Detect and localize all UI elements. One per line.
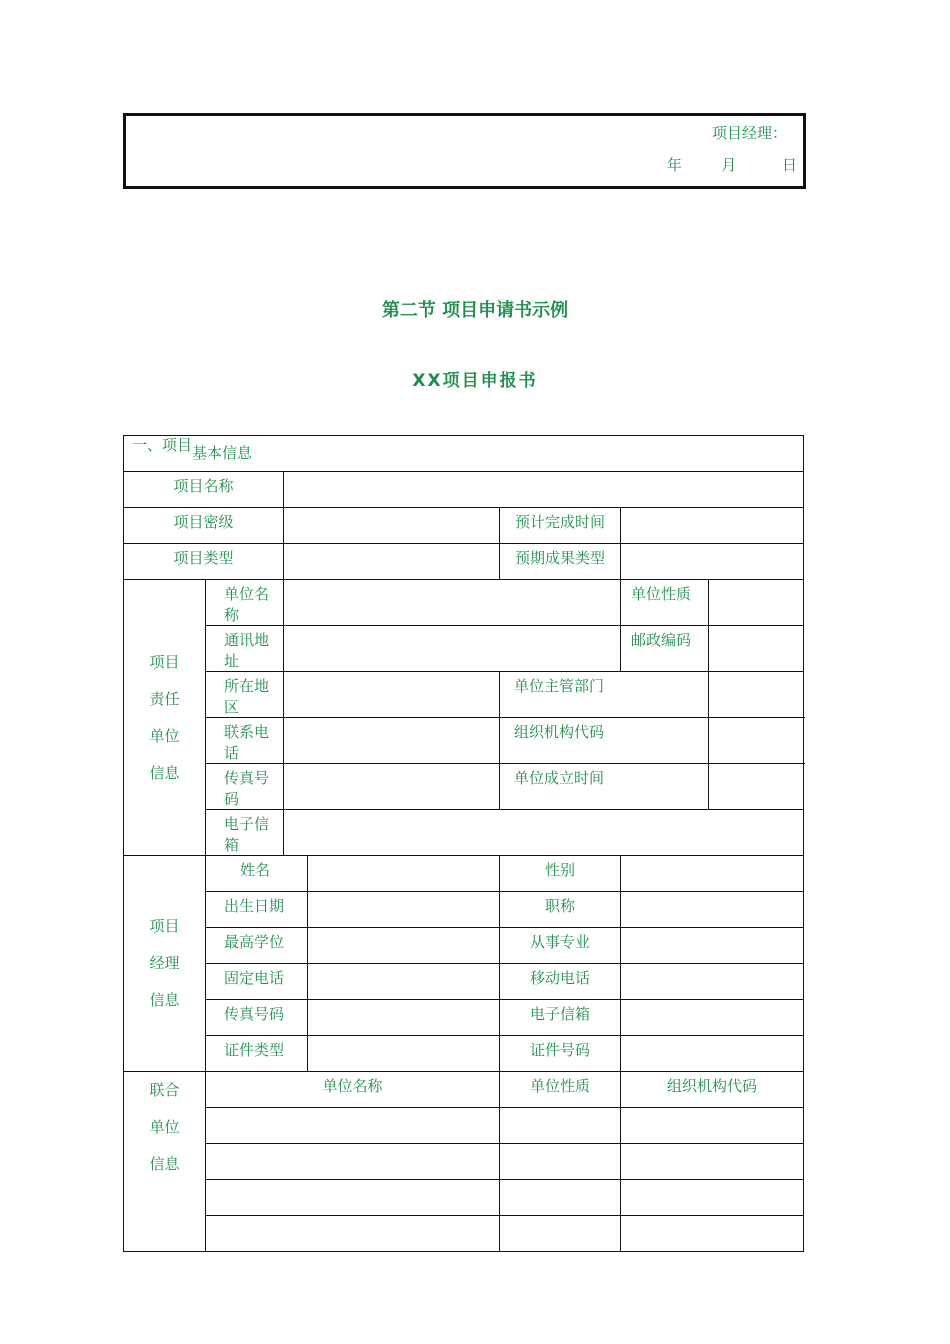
joint-unit-nature-field[interactable] (500, 1144, 621, 1180)
manager-label: 项目经理： (711, 124, 787, 142)
form-row (124, 1000, 804, 1036)
application-form (123, 435, 804, 1252)
id-type-field[interactable] (308, 1036, 500, 1072)
joint-org-code-header: 组织机构代码 (667, 1077, 758, 1095)
expected-finish-label: 预计完成时间 (514, 513, 605, 531)
joint-unit-name-header: 单位名称 (322, 1077, 383, 1095)
id-number-field[interactable] (621, 1036, 804, 1072)
org-code-field[interactable] (709, 718, 804, 764)
form-row (124, 928, 804, 964)
name-field[interactable] (308, 856, 500, 892)
project-secret-label: 项目密级 (173, 513, 234, 531)
founded-time-label: 单位成立时间 (514, 769, 605, 787)
joint-unit-nature-field[interactable] (500, 1180, 621, 1216)
joint-unit-nature-field[interactable] (500, 1216, 621, 1252)
unit-authority-label: 单位主管部门 (514, 677, 605, 695)
form-row (124, 580, 804, 626)
form-row (124, 810, 804, 856)
joint-org-code-field[interactable] (621, 1216, 804, 1252)
email-label: 电子信箱 (224, 815, 270, 854)
date-year: 年 (666, 156, 682, 174)
joint-group-label: 联合 单位 信息 (124, 1072, 206, 1252)
gender-label: 性别 (544, 861, 575, 879)
expected-result-field[interactable] (621, 544, 804, 580)
birth-date-field[interactable] (308, 892, 500, 928)
unit-nature-label: 单位性质 (631, 585, 692, 603)
joint-row (124, 1108, 804, 1144)
mobile-field[interactable] (621, 964, 804, 1000)
form-row (124, 764, 804, 810)
joint-unit-name-field[interactable] (206, 1216, 500, 1252)
gender-field[interactable] (621, 856, 804, 892)
resp-unit-group-label: 项目 责任 单位 信息 (124, 580, 206, 856)
joint-org-code-field[interactable] (621, 1108, 804, 1144)
landline-label: 固定电话 (224, 969, 285, 987)
form-row (124, 626, 804, 672)
form-row (124, 472, 804, 508)
joint-unit-nature-field[interactable] (500, 1108, 621, 1144)
location-field[interactable] (284, 672, 500, 718)
form-row (124, 856, 804, 892)
project-type-label: 项目类型 (173, 549, 234, 567)
id-number-label: 证件号码 (529, 1041, 590, 1059)
email-field[interactable] (284, 810, 804, 856)
joint-row (124, 1144, 804, 1180)
form-row (124, 1036, 804, 1072)
unit-name-label: 单位名称 (224, 585, 270, 624)
form-row (124, 508, 804, 544)
project-name-field[interactable] (284, 472, 804, 508)
form-row (124, 892, 804, 928)
form-row (124, 718, 804, 764)
joint-row (124, 1180, 804, 1216)
mgr-fax-label: 传真号码 (224, 1005, 285, 1023)
joint-unit-name-field[interactable] (206, 1180, 500, 1216)
section-title: 第二节 项目申请书示例 (381, 300, 569, 321)
form-row (124, 672, 804, 718)
mgr-email-field[interactable] (621, 1000, 804, 1036)
joint-org-code-field[interactable] (621, 1144, 804, 1180)
postal-code-label: 邮政编码 (631, 631, 692, 649)
joint-unit-nature-header: 单位性质 (529, 1077, 590, 1095)
date-day: 日 (781, 156, 797, 174)
name-label: 姓名 (240, 861, 271, 879)
degree-field[interactable] (308, 928, 500, 964)
landline-field[interactable] (308, 964, 500, 1000)
mail-address-label: 通讯地址 (224, 631, 270, 670)
birth-date-label: 出生日期 (224, 897, 285, 915)
joint-unit-name-field[interactable] (206, 1144, 500, 1180)
date-month: 月 (721, 156, 737, 174)
org-code-label: 组织机构代码 (514, 723, 605, 741)
project-name-label: 项目名称 (173, 477, 234, 495)
fax-field[interactable] (284, 764, 500, 810)
form-row (124, 964, 804, 1000)
degree-label: 最高学位 (224, 933, 285, 951)
specialty-field[interactable] (621, 928, 804, 964)
unit-authority-field[interactable] (709, 672, 804, 718)
date-line (667, 154, 797, 175)
document-title: XX项目申报书 (412, 371, 538, 391)
expected-finish-field[interactable] (621, 508, 804, 544)
section-heading-part1: 一、项目 (132, 436, 193, 454)
phone-field[interactable] (284, 718, 500, 764)
signature-box (123, 113, 806, 189)
mobile-label: 移动电话 (529, 969, 590, 987)
mgr-fax-field[interactable] (308, 1000, 500, 1036)
title-field[interactable] (621, 892, 804, 928)
form-row (124, 544, 804, 580)
joint-row (124, 1216, 804, 1252)
id-type-label: 证件类型 (224, 1041, 285, 1059)
joint-org-code-field[interactable] (621, 1180, 804, 1216)
project-type-field[interactable] (284, 544, 500, 580)
title-label: 职称 (544, 897, 575, 915)
mgr-email-label: 电子信箱 (529, 1005, 590, 1023)
founded-time-field[interactable] (709, 764, 804, 810)
section-heading-row (124, 436, 804, 472)
joint-unit-name-field[interactable] (206, 1108, 500, 1144)
form-row (124, 1072, 804, 1108)
unit-nature-field[interactable] (709, 580, 804, 626)
manager-group-label: 项目 经理 信息 (124, 856, 206, 1072)
location-label: 所在地区 (224, 677, 270, 716)
section-heading-part2: 基本信息 (192, 444, 253, 462)
unit-name-field[interactable] (284, 580, 621, 626)
mail-address-field[interactable] (284, 626, 621, 672)
expected-result-label: 预期成果类型 (514, 549, 605, 567)
specialty-label: 从事专业 (529, 933, 590, 951)
project-secret-field[interactable] (284, 508, 500, 544)
phone-label: 联系电话 (224, 723, 270, 762)
postal-code-field[interactable] (709, 626, 804, 672)
fax-label: 传真号码 (224, 769, 270, 808)
